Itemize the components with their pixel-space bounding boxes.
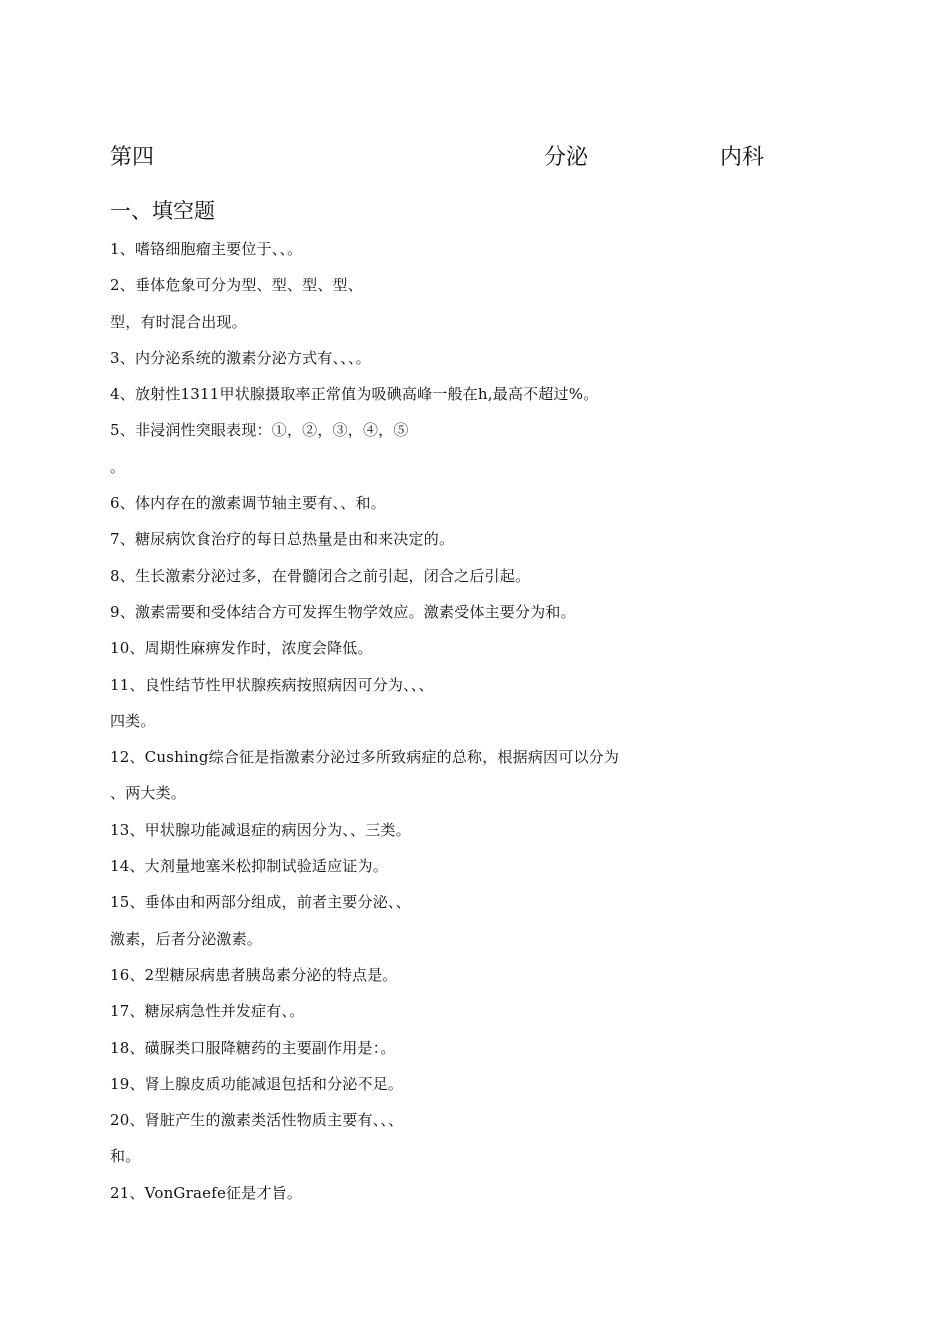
question-line: 5、非浸润性突眼表现：①，②，③，④，⑤ [110,421,409,440]
question-line: 、两大类。 [110,784,187,803]
question-line: 18、磺脲类口服降糖药的主要副作用是：。 [110,1038,396,1057]
header-internal-medicine-label: 内科 [720,145,765,170]
question-line: 和。 [110,1147,141,1166]
page-header [0,140,950,180]
question-line: 型，有时混合出现。 [110,312,247,331]
question-line: 四类。 [110,711,156,730]
question-line: 13、甲状腺功能减退症的病因分为、、三类。 [110,820,411,839]
question-line: 2、垂体危象可分为型、型、型、型、 [110,276,363,295]
question-line: 6、体内存在的激素调节轴主要有、、和。 [110,494,386,513]
question-line: 10、周期性麻痹发作时，浓度会降低。 [110,639,373,658]
question-line: 17、糖尿病急性并发症有、。 [110,1002,305,1021]
question-list [110,236,870,1216]
question-line: 11、良性结节性甲状腺疾病按照病因可分为、、、 [110,675,434,694]
question-line: 12、Cushing综合征是指激素分泌过多所致病症的总称，根据病因可以分为 [110,748,620,767]
question-line: 20、肾脏产生的激素类活性物质主要有、、、 [110,1111,404,1130]
question-line: 15、垂体由和两部分组成，前者主要分泌、、 [110,893,411,912]
question-line: 。 [110,457,126,476]
question-line: 21、VonGraefe征是才旨。 [110,1183,303,1202]
question-line: 7、糖尿病饮食治疗的每日总热量是由和来决定的。 [110,530,455,549]
question-line: 9、激素需要和受体结合方可发挥生物学效应。激素受体主要分为和。 [110,602,576,621]
question-line: 4、放射性1311甲状腺摄取率正常值为吸碘高峰一般在h,最高不超过%。 [110,385,599,404]
question-line: 1、嗜铬细胞瘤主要位于、、。 [110,240,303,258]
question-line: 16、2型糖尿病患者胰岛素分泌的特点是。 [110,965,398,984]
section-title: 一、填空题 [110,199,215,223]
question-line: 3、内分泌系统的激素分泌方式有、、、。 [110,348,371,367]
question-line: 8、生长激素分泌过多，在骨髓闭合之前引起，闭合之后引起。 [110,566,531,585]
question-line: 19、肾上腺皮质功能减退包括和分泌不足。 [110,1074,404,1093]
header-chapter-label: 第四 [110,145,155,170]
question-line: 激素，后者分泌激素。 [110,929,263,948]
question-line: 14、大剂量地塞米松抑制试验适应证为。 [110,857,388,876]
header-secretion-label: 分泌 [544,145,589,170]
